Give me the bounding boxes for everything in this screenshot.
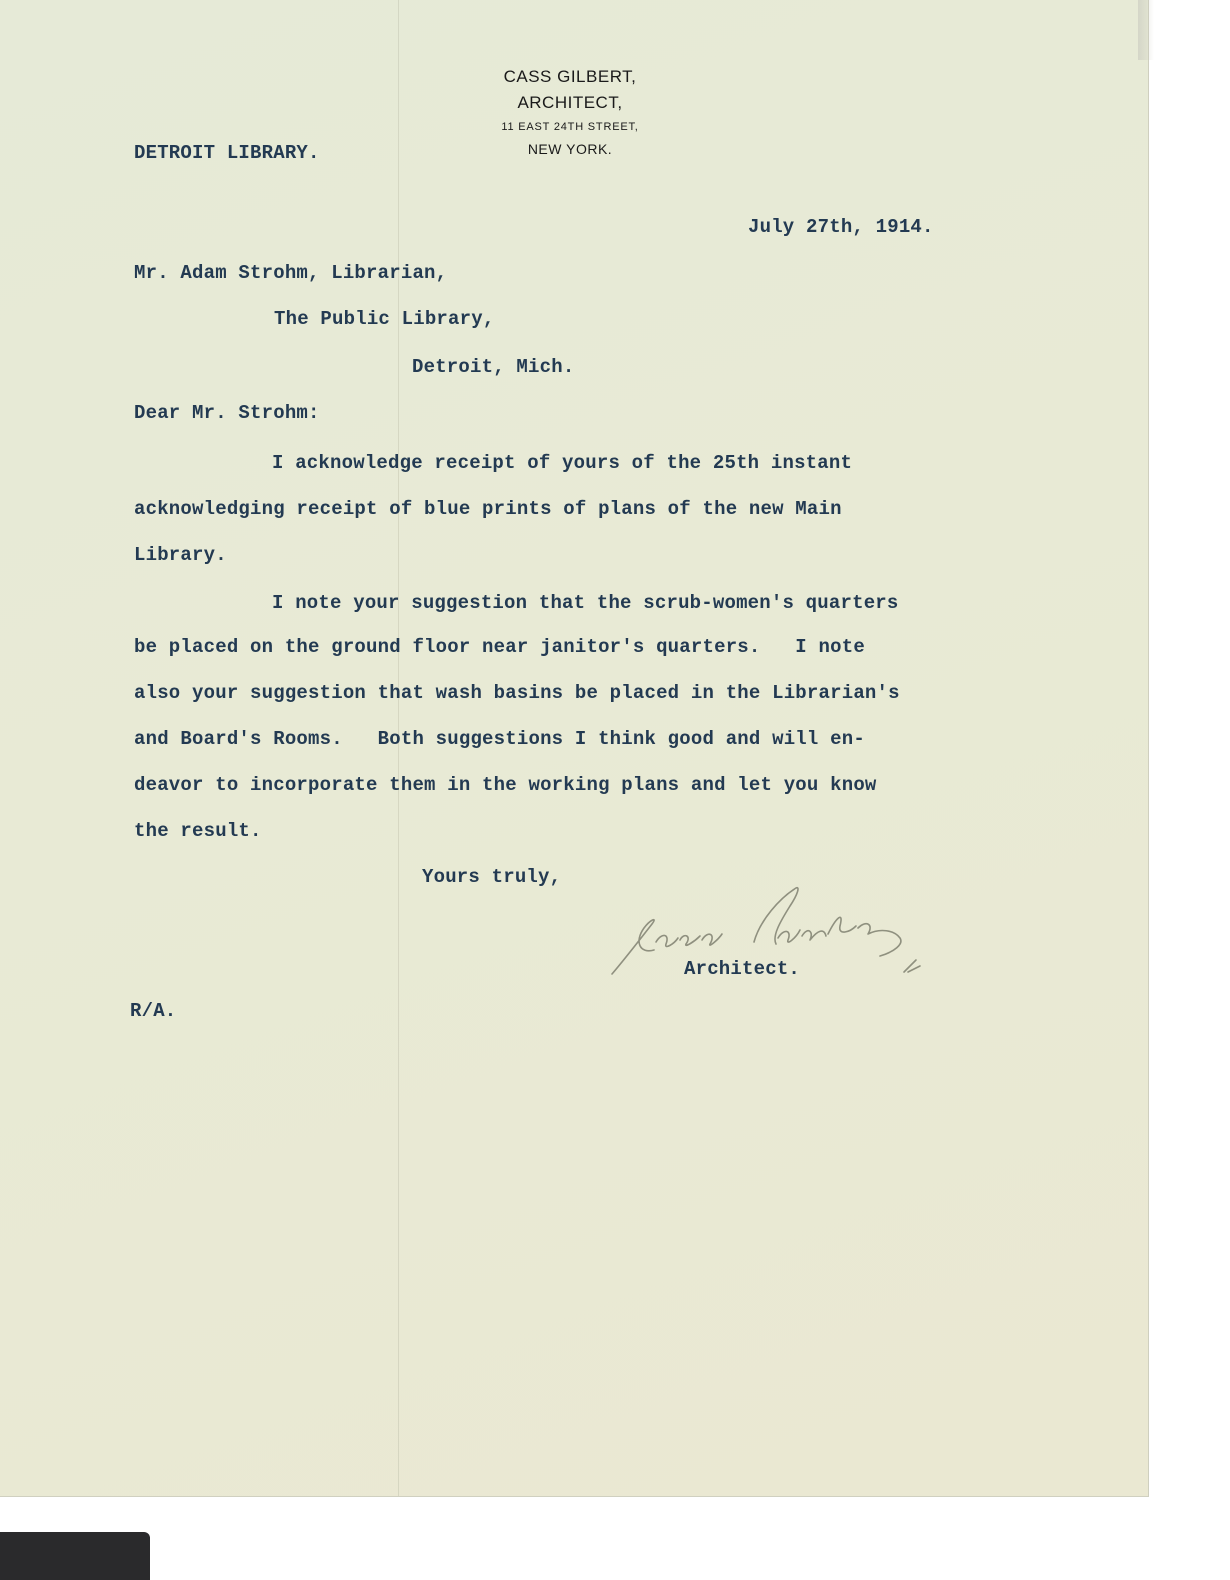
typist-initials: R/A. [130,1000,177,1022]
letter-date: July 27th, 1914. [748,216,934,238]
body-line: acknowledging receipt of blue prints of plans of the new Main [134,498,842,520]
body-line: deavor to incorporate them in the working plans and let you know [134,774,877,796]
letterhead-title: ARCHITECT, [517,93,623,112]
recipient-line-1: Mr. Adam Strohm, Librarian, [134,262,448,284]
body-line: I note your suggestion that the scrub-women's quarters [272,592,899,614]
body-line: the result. [134,820,262,842]
body-line: also your suggestion that wash basins be placed in the Librarian's [134,682,900,704]
body-line: Library. [134,544,227,566]
body-line: I acknowledge receipt of yours of the 25th instant [272,452,853,474]
page-edge-shadow [1138,0,1154,60]
salutation: Dear Mr. Strohm: [134,402,320,424]
letterhead-name: CASS GILBERT, [503,67,637,86]
signature-title: Architect. [684,958,801,980]
recipient-line-2: The Public Library, [274,308,495,330]
body-line: be placed on the ground floor near janitor's quarters. I note [134,636,865,658]
letterhead-city: NEW YORK. [527,141,613,157]
closing: Yours truly, [422,866,562,888]
scanner-bed-edge [0,1532,150,1580]
file-reference: DETROIT LIBRARY. [134,142,320,164]
letterhead [440,64,700,160]
body-line: and Board's Rooms. Both suggestions I think good and will en- [134,728,865,750]
letterhead-street: 11 EAST 24TH STREET, [501,121,639,133]
recipient-line-3: Detroit, Mich. [412,356,575,378]
